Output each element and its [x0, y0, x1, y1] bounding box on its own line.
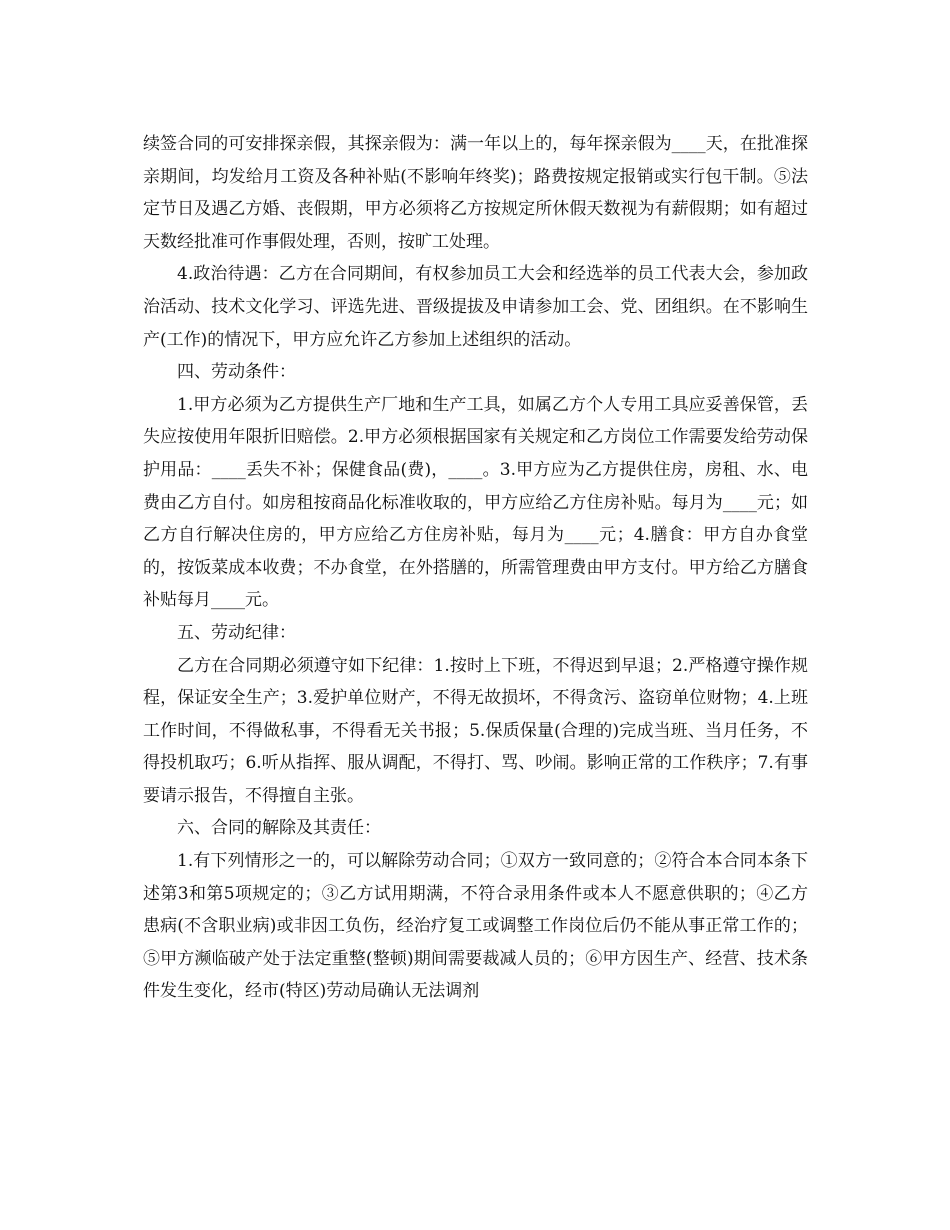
paragraph-8: 1.有下列情形之一的，可以解除劳动合同；①双方一致同意的；②符合本合同本条下述第3和第5项规定的；③乙方试用期满，不符合录用条件或本人不愿意供职的；④乙方患病(不含职业病)或非因工负伤，经治疗复工或调整工作岗位后仍不能从事正常工作的；⑤甲方濒临破产处于法定重整(整顿)期间需要裁减人员的；⑥甲方因生产、经营、技术条件发生变化，经市(特区)劳动局确认无法调剂 [143, 851, 808, 1002]
paragraph-2: 4.政治待遇：乙方在合同期间，有权参加员工大会和经选举的员工代表大会，参加政治活动、技术文化学习、评选先进、晋级提拔及申请参加工会、党、团组织。在不影响生产(工作)的情况下，甲方应允许乙方参加上述组织的活动。 [143, 264, 808, 350]
paragraph-1: 续签合同的可安排探亲假，其探亲假为：满一年以上的，每年探亲假为____天，在批准探亲期间，均发给月工资及各种补贴(不影响年终奖)；路费按规定报销或实行包干制。⑤法定节日及遇乙方婚、丧假期，甲方必须将乙方按规定所休假天数视为有薪假期；如有超过天数经批准可作事假处理，否则，按旷工处理。 [143, 134, 808, 252]
paragraph-4: 1.甲方必须为乙方提供生产厂地和生产工具，如属乙方个人专用工具应妥善保管，丢失应按使用年限折旧赔偿。2.甲方必须根据国家有关规定和乙方岗位工作需要发给劳动保护用品：____丢失不补；保健食品(费)，____。3.甲方应为乙方提供住房，房租、水、电费由乙方自付。如房租按商品化标准收取的，甲方应给乙方住房补贴。每月为____元；如乙方自行解决住房的，甲方应给乙方住房补贴，每月为____元；4.膳食：甲方自办食堂的，按饭菜成本收费；不办食堂，在外搭膳的，所需管理费由甲方支付。甲方给乙方膳食补贴每月____元。 [143, 394, 808, 611]
paragraph-6: 乙方在合同期必须遵守如下纪律：1.按时上下班，不得迟到早退；2.严格遵守操作规程，保证安全生产；3.爱护单位财产，不得无故损坏，不得贪污、盗窃单位财物；4.上班工作时间，不得做私事，不得看无关书报；5.保质保量(合理的)完成当班、当月任务，不得投机取巧；6.听从指挥、服从调配，不得打、骂、吵闹。影响正常的工作秩序；7.有事要请示报告，不得擅自主张。 [143, 655, 808, 806]
section-heading-6: 六、合同的解除及其责任： [177, 818, 381, 839]
section-heading-4: 四、劳动条件： [177, 362, 296, 383]
document-body [143, 128, 808, 1008]
section-heading-5: 五、劳动纪律： [177, 622, 296, 643]
